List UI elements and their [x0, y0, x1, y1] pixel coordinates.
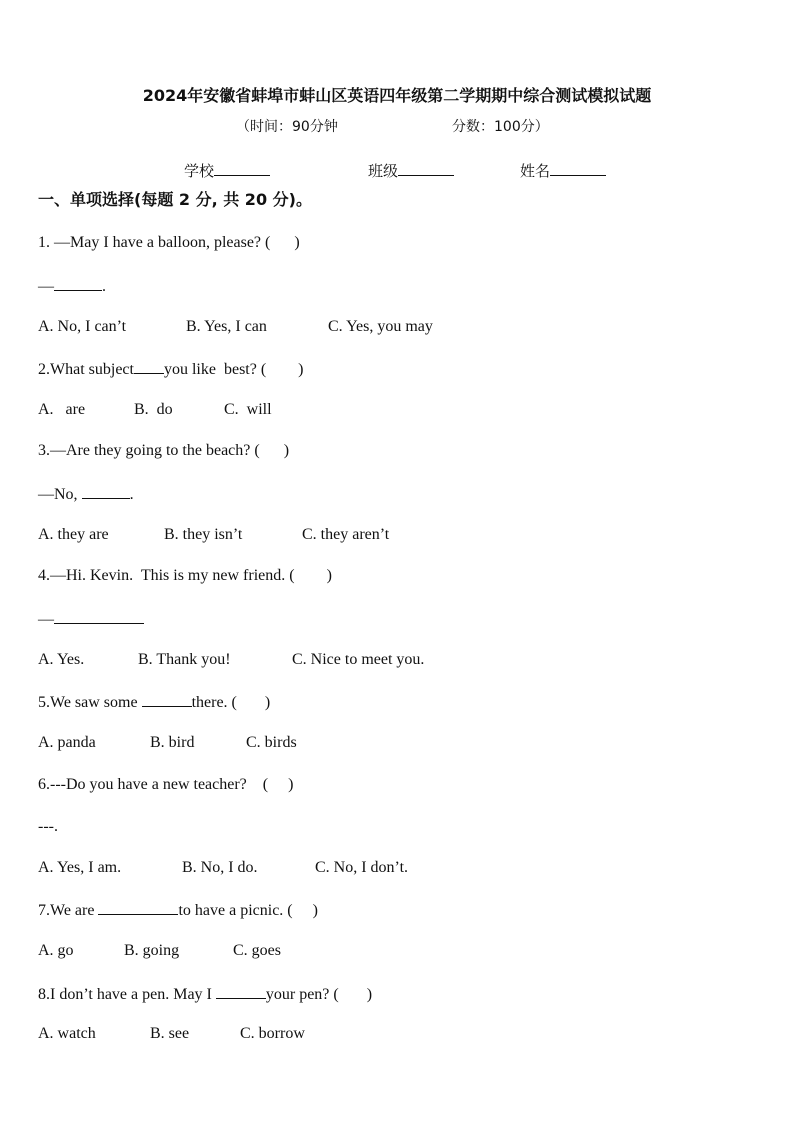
q4-option-c: C. Nice to meet you. [292, 651, 425, 668]
answer-blank [82, 483, 130, 499]
question-6-stem: 6.---Do you have a new teacher? ( ) [38, 776, 294, 793]
question-8-stem: 8.I don’t have a pen. May I your pen? ( ) [38, 983, 372, 1005]
answer-blank [54, 275, 102, 291]
page-title: 2024年安徽省蚌埠市蚌山区英语四年级第二学期期中综合测试模拟试题 [142, 86, 652, 105]
school-blank [214, 160, 270, 176]
q6-option-c: C. No, I don’t. [315, 859, 409, 876]
exam-time: （时间：90分钟 [236, 119, 338, 135]
answer-blank [98, 899, 178, 915]
question-1-stem: 1. —May I have a balloon, please? ( ) [38, 234, 300, 251]
q8-option-c: C. borrow [240, 1025, 305, 1042]
name-field [520, 160, 606, 181]
class-blank [398, 160, 454, 176]
q7-option-a: A. go [38, 942, 74, 959]
q1-option-a: A. No, I can’t [38, 318, 127, 335]
question-1-reply: — . [38, 275, 106, 297]
q8-option-b: B. see [150, 1025, 190, 1042]
q1-option-b: B. Yes, I can [186, 318, 267, 335]
question-4-stem: 4.—Hi. Kevin. This is my new friend. ( ) [38, 567, 332, 584]
exam-score: 分数：100分） [452, 119, 549, 135]
name-label: 姓名 [520, 162, 551, 180]
name-blank [550, 160, 606, 176]
answer-blank [134, 358, 164, 374]
q6-option-b: B. No, I do. [182, 859, 258, 876]
class-field [368, 160, 454, 181]
question-5-stem: 5.We saw some there. ( ) [38, 691, 270, 713]
q5-option-b: B. bird [150, 734, 195, 751]
q5-option-a: A. panda [38, 734, 96, 751]
question-2-stem: 2.What subject you like best? ( ) [38, 358, 304, 380]
q7-option-b: B. going [124, 942, 180, 959]
q2-option-a: A. are [38, 401, 86, 418]
school-label: 学校 [184, 162, 215, 180]
question-7-stem: 7.We are to have a picnic. ( ) [38, 899, 318, 921]
school-field [184, 160, 270, 181]
q3-option-c: C. they aren’t [302, 526, 390, 543]
question-3-stem: 3.—Are they going to the beach? ( ) [38, 442, 290, 459]
q2-option-c: C. will [224, 401, 272, 418]
q3-option-a: A. they are [38, 526, 109, 543]
q7-option-c: C. goes [233, 942, 281, 959]
q4-option-b: B. Thank you! [138, 651, 231, 668]
question-6-reply: ---. [38, 818, 58, 835]
q5-option-c: C. birds [246, 734, 297, 751]
question-3-reply: —No, . [38, 483, 134, 505]
question-4-reply: — [38, 608, 144, 630]
answer-blank [142, 691, 192, 707]
answer-blank [216, 983, 266, 999]
q3-option-b: B. they isn’t [164, 526, 243, 543]
q4-option-a: A. Yes. [38, 651, 85, 668]
class-label: 班级 [368, 162, 399, 180]
q6-option-a: A. Yes, I am. [38, 859, 122, 876]
q8-option-a: A. watch [38, 1025, 96, 1042]
section-title: 一、单项选择(每题 2 分, 共 20 分)。 [38, 190, 312, 209]
answer-blank [54, 608, 144, 624]
q1-option-c: C. Yes, you may [328, 318, 433, 335]
q2-option-b: B. do [134, 401, 173, 418]
